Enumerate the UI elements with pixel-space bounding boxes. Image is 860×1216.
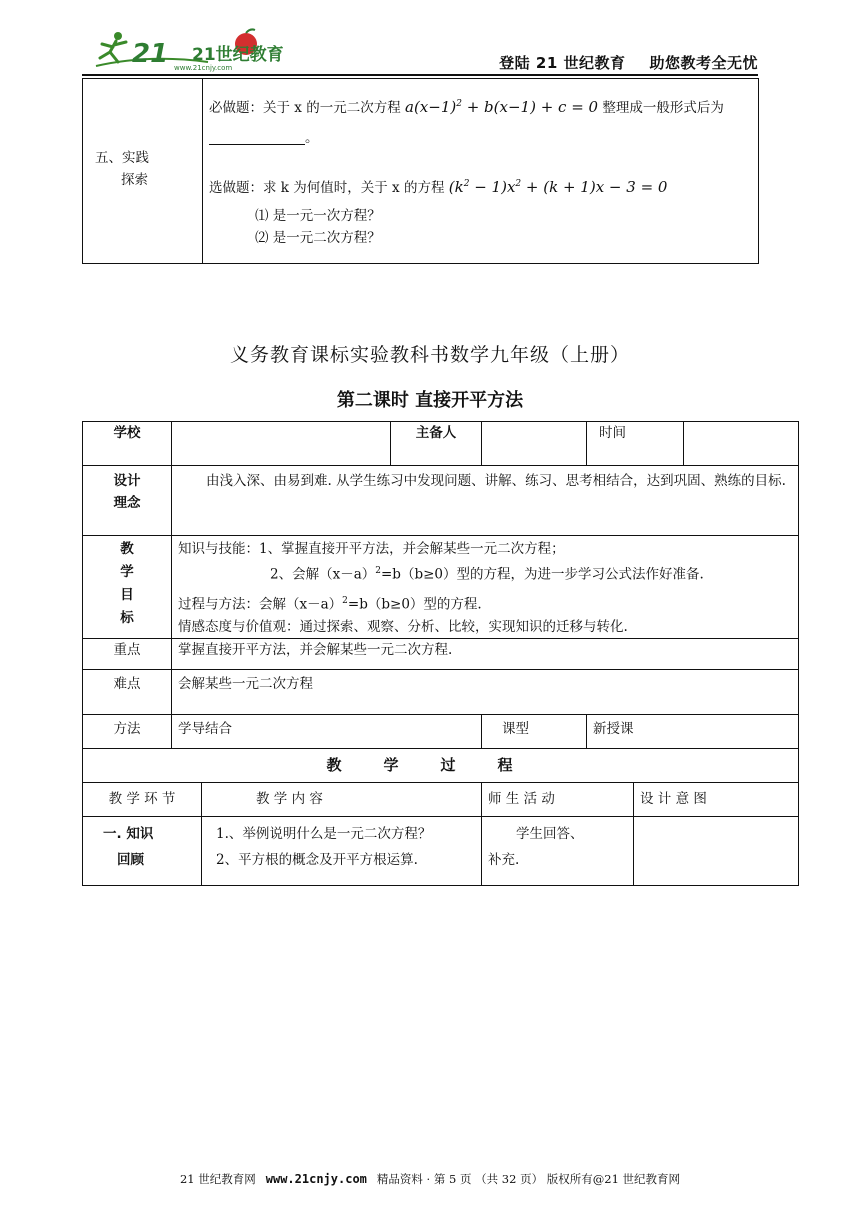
page-footer <box>0 1171 860 1187</box>
design-label-cell <box>83 466 172 536</box>
content-review-line1: 1.、举例说明什么是一元二次方程？ <box>216 825 432 842</box>
stage-review-line2: 回顾 <box>117 851 144 868</box>
optional-q1: ⑴ 是一元一次方程？ <box>255 208 381 224</box>
key-label: 重点 <box>83 638 172 669</box>
stage-review-cell <box>83 816 202 885</box>
goals-row <box>83 536 799 639</box>
goals-content-cell <box>172 536 799 639</box>
goal-knowledge-1: 知识与技能：1、掌握直接开平方法，并会解某些一元二次方程； <box>178 541 565 557</box>
time-label: 时间 <box>587 422 684 466</box>
goal-label-char-3: 目 <box>120 587 134 603</box>
goal-label-char-1: 教 <box>120 541 134 557</box>
required-end: 。 <box>305 130 319 146</box>
content-review-cell <box>202 816 482 885</box>
process-heading: 教学过程 <box>83 748 799 782</box>
practice-label-line2: 探索 <box>121 172 148 188</box>
practice-table <box>82 78 759 264</box>
optional-equation: $(k^2 - 1)x^2 + (k + 1)x - 3 = 0$ <box>448 178 668 196</box>
svg-text:21: 21 <box>132 39 169 69</box>
answer-blank[interactable] <box>209 132 305 145</box>
goal-label-char-2: 学 <box>120 564 134 580</box>
goal-label-char-4: 标 <box>120 610 134 626</box>
document-title: 义务教育课标实验教科书数学九年级（上册） <box>229 344 630 366</box>
goal-knowledge-2-post: =b（b≥0）型的方程，为进一步学习公式法作好准备. <box>381 566 704 583</box>
practice-label-line1: 五、实践 <box>95 150 149 166</box>
optional-prefix: 选做题：求 k 为何值时，关于 x 的方程 <box>209 180 445 196</box>
preparer-label: 主备人 <box>391 422 482 466</box>
optional-question <box>209 173 752 205</box>
header-info-row <box>83 422 799 466</box>
goal-attitude: 情感态度与价值观：通过探索、观察、分析、比较，实现知识的迁移与转化. <box>178 618 628 635</box>
process-columns-row <box>83 782 799 816</box>
school-label: 学校 <box>83 422 172 466</box>
design-label-1: 设计 <box>113 473 141 489</box>
type-text: 新授课 <box>587 714 799 748</box>
design-label-2: 理念 <box>113 495 141 511</box>
required-equation: $a(x-1)^2 + b(x-1) + c = 0$ <box>405 98 599 116</box>
stage-review-line1: 一. 知识 <box>103 825 154 842</box>
activity-review-cell <box>482 816 634 885</box>
goal-process-post: =b（b≥0）型的方程. <box>347 596 482 613</box>
difficulty-text: 会解某些一元二次方程 <box>172 669 799 714</box>
school-value[interactable] <box>172 422 391 466</box>
goal-process-pre: 过程与方法：会解（x－a） <box>178 596 343 613</box>
time-value[interactable] <box>684 422 799 466</box>
key-text: 掌握直接开平方法，并会解某些一元二次方程. <box>172 638 799 669</box>
required-answer-line <box>209 119 752 173</box>
slogan-login: 登陆 21 世纪教育 <box>499 54 626 72</box>
design-row <box>83 466 799 536</box>
difficulty-row <box>83 669 799 714</box>
process-heading-row <box>83 748 799 782</box>
optional-q2: ⑵ 是一元二次方程？ <box>255 230 381 246</box>
slogan-tagline: 助您教考全无忧 <box>649 54 758 72</box>
required-prefix: 必做题：关于 x 的一元二次方程 <box>209 100 401 116</box>
key-point-row <box>83 638 799 669</box>
preparer-value[interactable] <box>482 422 587 466</box>
design-text: 由浅入深、由易到难. 从学生练习中发现问题、讲解、练习、思考相结合，达到巩固、熟练的目标. <box>172 466 799 536</box>
footer-page-info: 精品资料 · 第 5 页 （共 32 页） 版权所有@21 世纪教育网 <box>376 1172 681 1186</box>
goal-process: 过程与方法：会解$(x-a)^2=b(b\ge 0)$型的方程. <box>178 596 482 613</box>
col-content: 教 学 内 容 <box>202 782 482 816</box>
difficulty-label: 难点 <box>83 669 172 714</box>
logo-text: 21世纪教育 <box>192 45 284 65</box>
required-suffix: 整理成一般形式后为 <box>602 100 724 116</box>
lesson-plan-table <box>82 421 799 886</box>
goal-knowledge-2: 2、会解$(x-a)^2=b(b\ge 0)$型的方程，为进一步学习公式法作好准备. <box>270 566 704 583</box>
col-activity: 师 生 活 动 <box>482 782 634 816</box>
page-header <box>82 28 758 74</box>
goal-knowledge-2-pre: 2、会解（x－a） <box>270 566 376 583</box>
method-text: 学导结合 <box>172 714 482 748</box>
goals-label-cell <box>83 536 172 639</box>
site-logo[interactable] <box>88 28 288 72</box>
process-row-review <box>83 816 799 885</box>
intent-review-cell <box>634 816 799 885</box>
logo-graphic <box>88 28 288 72</box>
col-stage: 教 学 环 节 <box>83 782 202 816</box>
method-row <box>83 714 799 748</box>
practice-label-cell <box>83 79 203 264</box>
lesson-title: 第二课时 直接开平方法 <box>336 390 524 411</box>
practice-content-cell <box>203 79 759 264</box>
header-slogan <box>475 52 758 73</box>
required-question <box>209 93 752 119</box>
header-divider <box>82 74 758 76</box>
activity-review-line2: 补充. <box>488 851 520 868</box>
content-review-line2: 2、平方根的概念及开平方根运算. <box>216 851 418 868</box>
method-label: 方法 <box>83 714 172 748</box>
type-label: 课型 <box>482 714 587 748</box>
footer-url[interactable]: www.21cnjy.com <box>265 1172 367 1186</box>
activity-review-line1: 学生回答、 <box>516 825 584 842</box>
footer-site-name: 21 世纪教育网 <box>179 1172 256 1186</box>
col-intent: 设 计 意 图 <box>634 782 799 816</box>
logo-url: www.21cnjy.com <box>174 64 233 72</box>
